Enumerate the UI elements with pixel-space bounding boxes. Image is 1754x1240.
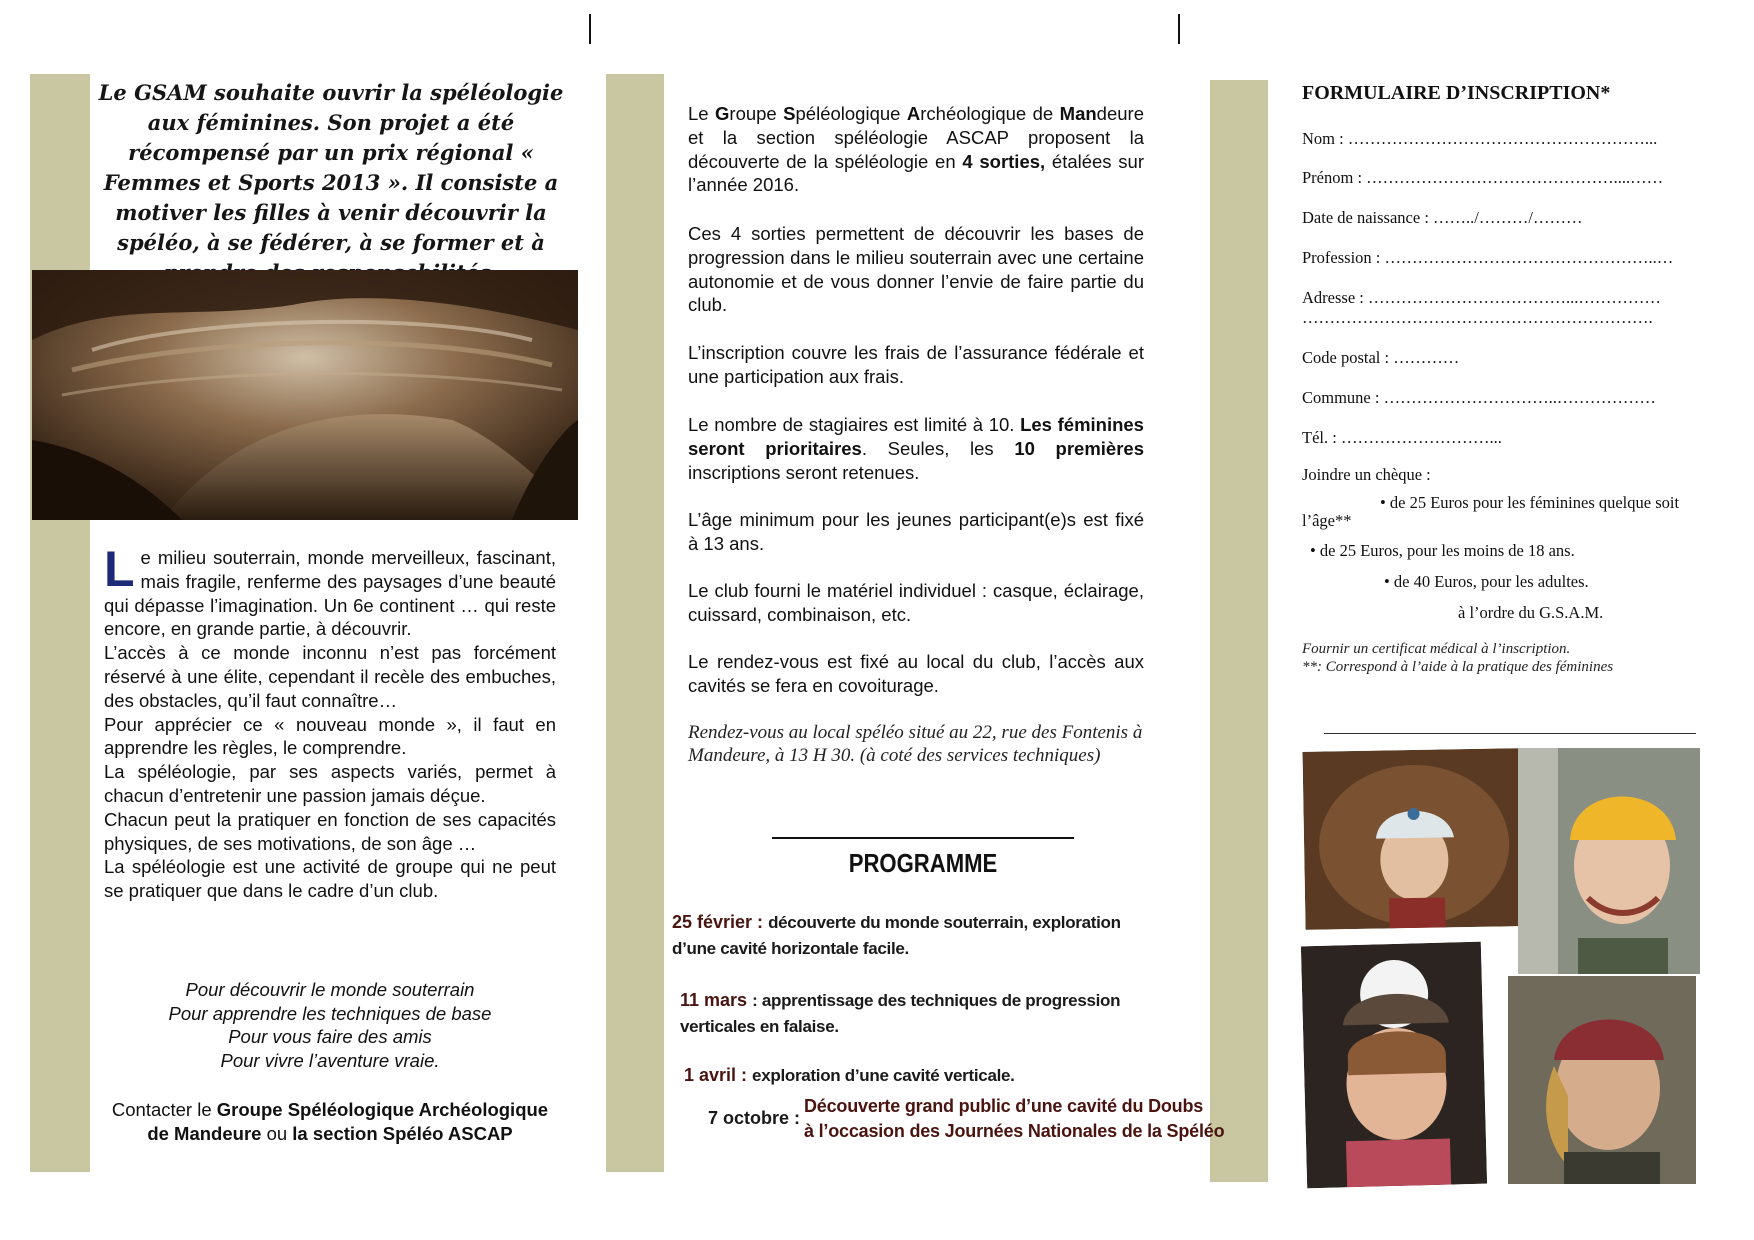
text-run: étalées sur l’année 2016. [688, 150, 1144, 196]
intro-text: Le GSAM souhaite ouvrir la spéléologie aux féminines. Son projet a été récompensé par un prix régional « Femmes et Sports 2013 ». Il consiste a motiver les filles à venir découvrir la spéléo, à se fédérer, à se former et à [98, 80, 564, 255]
october-line: à l’occasion des Journées Nationales de la Spéléo [804, 1121, 1225, 1141]
motto-block [104, 978, 556, 1072]
field-profession[interactable]: Profession : …………………………………………..… [1302, 248, 1674, 267]
drop-cap: L [104, 541, 135, 597]
fold-mark-right [1178, 14, 1180, 44]
field-prenom[interactable]: Prénom : ………………………………………....…… [1302, 168, 1664, 187]
field-adresse[interactable]: Adresse : ………………………………...…………… [1302, 288, 1661, 307]
left-body-text [104, 541, 556, 903]
middle-paragraph-1 [688, 102, 1144, 197]
contact-org-ascap: la section Spéléo ASCAP [292, 1122, 513, 1144]
note-line: Fournir un certificat médical à l’inscription. [1302, 641, 1571, 657]
text-run: Le [688, 103, 716, 124]
girl-helmet-photo [1302, 748, 1523, 930]
programme-item [680, 988, 1150, 1040]
field-code-postal[interactable]: Code postal : ………… [1302, 348, 1460, 367]
form-separator [1324, 733, 1696, 734]
motto-line: Pour vivre l’aventure vraie. [220, 1049, 440, 1071]
programme-date-october: 7 octobre : [708, 1108, 801, 1128]
field-adresse-line2[interactable]: ………………………………………………………. [1302, 308, 1653, 327]
programme-title: PROGRAMME [848, 848, 998, 878]
left-paragraph: Chacun peut la pratiquer en fonction de ses capacités physiques, de ses motivations, de son âge … [104, 808, 556, 854]
text-run: S [783, 103, 796, 124]
text-run: 4 sorties, [962, 150, 1046, 172]
contact-prefix: Contacter le [111, 1099, 217, 1120]
left-paragraph: La spéléologie, par ses aspects variés, permet à chacun d’entretenir une passion jamais déçue. [104, 761, 556, 806]
programme-item [672, 910, 1142, 962]
field-commune[interactable]: Commune : …………………………..……………… [1302, 388, 1656, 407]
middle-band [606, 74, 664, 1172]
field-date-naissance[interactable]: Date de naissance : ……../………/……… [1302, 208, 1583, 227]
fold-mark-left [589, 14, 591, 44]
text-run: Les féminines seront prioritaires [688, 414, 1144, 459]
text-run: inscriptions seront retenues. [688, 461, 920, 483]
text-run: Man [1059, 103, 1097, 124]
programme-rule [772, 837, 1074, 839]
programme-desc-october [804, 1094, 1224, 1144]
programme-desc: : apprentissage des techniques de progression verticales en falaise. [680, 991, 1121, 1036]
programme-date: 11 mars [680, 990, 753, 1010]
middle-paragraph-6: Le club fourni le matériel individuel : casque, éclairage, cuissard, combinaison, etc. [688, 580, 1144, 625]
middle-paragraph-4 [688, 413, 1144, 484]
contact-text [104, 1098, 556, 1145]
middle-paragraph-2: Ces 4 sorties permettent de découvrir les bases de progression dans le milieu souterrain avec une certaine autonomie et de vous donner l’envie de faire partie du club. [688, 223, 1144, 316]
left-paragraph: La spéléologie est une activité de groupe qui ne peut se pratiquer que dans le cadre d’un club. [104, 856, 556, 902]
programme-date: 1 avril : [684, 1065, 753, 1085]
field-nom[interactable]: Nom : ………………………………………………... [1302, 129, 1658, 148]
programme-desc: découverte du monde souterrain, exploration d’une cavité horizontale facile. [672, 913, 1121, 958]
cheque-order: à l’ordre du G.S.A.M. [1458, 603, 1604, 622]
contact-or: ou [261, 1122, 293, 1144]
text-run: péléologique [795, 103, 907, 124]
cheque-option-under-18: • de 25 Euros, pour les moins de 18 ans. [1310, 541, 1575, 560]
left-band [30, 74, 90, 1172]
text-run: . Seules, les [861, 437, 1015, 459]
woman-yellow-helmet-photo [1518, 748, 1700, 974]
motto-line: Pour vous faire des amis [228, 1026, 432, 1047]
october-line: Découverte grand public d’une cavité du Doubs [804, 1096, 1204, 1116]
programme-item [684, 1063, 1154, 1089]
left-paragraph: L’accès à ce monde inconnu n’est pas forcément réservé à une élite, cependant il recèle des embuches, des obstacles, qu’il faut connaître… [104, 642, 556, 711]
programme-date: 25 février : [672, 912, 769, 932]
girl-red-helmet-photo [1508, 976, 1696, 1184]
cheque-option-feminine: • de 25 Euros pour les féminines quelque soit l’âge** [1302, 493, 1680, 530]
left-paragraph: Pour apprécier ce « nouveau monde », il faut en apprendre les règles, le comprendre. [104, 713, 556, 759]
text-run: roupe [729, 103, 784, 124]
right-band [1210, 80, 1268, 1182]
middle-paragraph-7: Le rendez-vous est fixé au local du club, l’accès aux cavités se fera en covoiturage. [688, 651, 1144, 696]
programme-desc: exploration d’une cavité verticale. [752, 1066, 1015, 1085]
text-run: 10 premières [1014, 437, 1144, 459]
middle-paragraph-3: L’inscription couvre les frais de l’assurance fédérale et une participation aux frais. [688, 342, 1144, 387]
middle-paragraph-5: L’âge minimum pour les jeunes participant(e)s est fixé à 13 ans. [688, 509, 1144, 554]
text-run: rchéologique de [920, 103, 1060, 124]
text-run: Le nombre de stagiaires est limité à 10. [688, 414, 1021, 435]
form-notes [1302, 640, 1613, 676]
child-headlamp-photo [1301, 942, 1487, 1189]
left-paragraph: e milieu souterrain, monde merveilleux, fascinant, mais fragile, renferme des paysages d’une beauté qui dépasse l’imagination. Un 6e continent … qui reste encore, en grande partie, à découvrir. [104, 547, 556, 640]
meeting-point-text: Rendez-vous au local spéléo situé au 22, rue des Fontenis à Mandeure, à 13 H 30. (à coté des services techniques) [688, 722, 1143, 766]
text-run: deure et la section spéléologie ASCAP proposent la découverte de la spéléologie en [688, 103, 1144, 172]
cheque-option-adult: • de 40 Euros, pour les adultes. [1384, 572, 1589, 591]
motto-line: Pour découvrir le monde souterrain [185, 979, 475, 1000]
motto-line: Pour apprendre les techniques de base [168, 1002, 492, 1024]
form-title: FORMULAIRE D’INSCRIPTION* [1302, 82, 1611, 104]
note-line: **: Correspond à l’aide à la pratique des féminines [1302, 659, 1614, 675]
text-run: G [715, 103, 730, 124]
cave-photo [32, 270, 578, 520]
cheque-label: Joindre un chèque : [1302, 465, 1431, 484]
contact-org-gsam: Groupe Spéléologique Archéologique de Mandeure [147, 1099, 549, 1144]
text-run: A [906, 103, 921, 124]
field-tel[interactable]: Tél. : ………………………... [1302, 428, 1502, 447]
